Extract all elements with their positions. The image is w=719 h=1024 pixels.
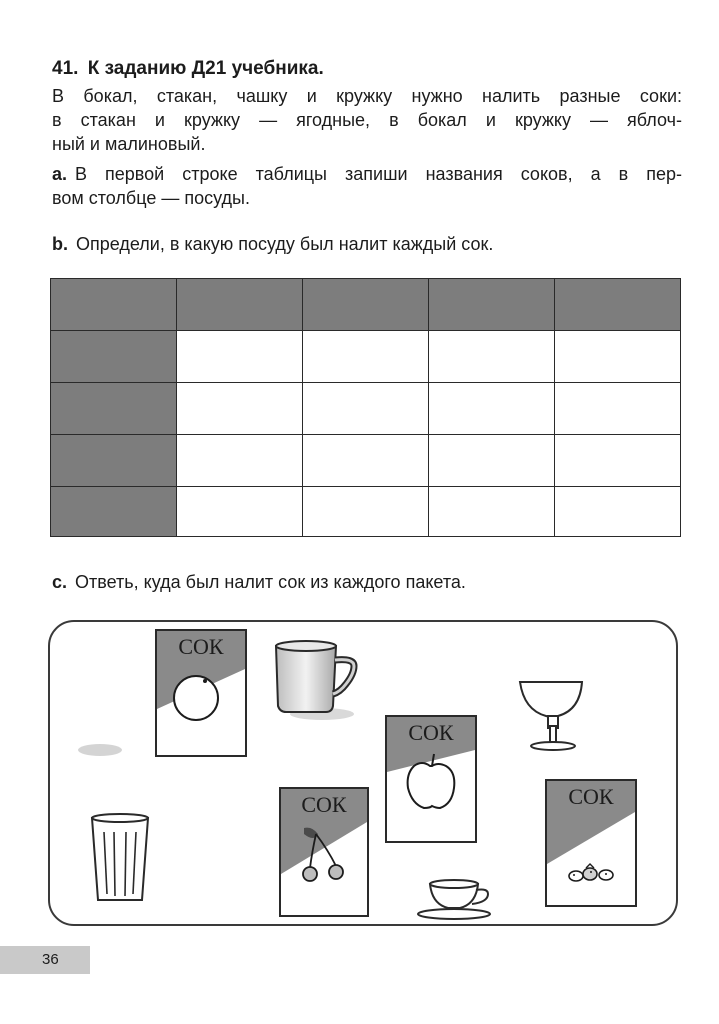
exercise-number: 41. <box>52 58 79 79</box>
answer-cell[interactable] <box>177 487 303 537</box>
task-c-letter: c. <box>52 572 68 592</box>
task-c-text: Ответь, куда был налит сок из каждого пакета. <box>75 572 466 592</box>
answer-cell[interactable] <box>177 383 303 435</box>
juice-box-apple[interactable] <box>386 716 476 842</box>
task-b <box>52 232 682 256</box>
answer-cell[interactable] <box>303 487 429 537</box>
table-header-row <box>51 279 681 331</box>
intro-line: В бокал, стакан, чашку и кружку нужно налить разные соки: <box>52 86 682 106</box>
juice-name-cell[interactable] <box>303 279 429 331</box>
answer-cell[interactable] <box>177 331 303 383</box>
teacup-icon[interactable] <box>418 880 490 919</box>
juice-box-label: СОК <box>568 784 614 809</box>
task-a-line-1 <box>52 162 682 186</box>
juice-box-berries[interactable] <box>546 780 636 906</box>
answer-cell[interactable] <box>303 331 429 383</box>
answer-cell[interactable] <box>429 383 555 435</box>
exercise-intro <box>52 84 682 156</box>
task-c <box>52 570 682 594</box>
task-a-letter: a. <box>52 164 68 184</box>
page-number: 36 <box>0 946 90 974</box>
juice-name-cell[interactable] <box>555 279 681 331</box>
task-a <box>52 162 682 210</box>
dish-name-cell[interactable] <box>51 435 177 487</box>
task-b-line <box>52 232 682 256</box>
table-row <box>51 435 681 487</box>
juice-box-label: СОК <box>301 792 347 817</box>
intro-line: ный и малиновый. <box>52 134 206 154</box>
juice-box-orange[interactable] <box>78 630 246 756</box>
dish-name-cell[interactable] <box>51 383 177 435</box>
intro-line: в стакан и кружку — ягодные, в бокал и кружку — яблоч- <box>52 110 682 130</box>
orange-icon <box>174 676 218 720</box>
table-row <box>51 383 681 435</box>
answer-cell[interactable] <box>429 487 555 537</box>
answer-cell[interactable] <box>429 331 555 383</box>
answer-table <box>50 278 681 537</box>
table-corner-cell <box>51 279 177 331</box>
dish-name-cell[interactable] <box>51 487 177 537</box>
dish-name-cell[interactable] <box>51 331 177 383</box>
task-c-line <box>52 570 682 594</box>
answer-cell[interactable] <box>303 435 429 487</box>
task-b-letter: b. <box>52 234 68 254</box>
answer-cell[interactable] <box>555 435 681 487</box>
answer-cell[interactable] <box>303 383 429 435</box>
juice-name-cell[interactable] <box>177 279 303 331</box>
table-row <box>51 487 681 537</box>
answer-cell[interactable] <box>555 383 681 435</box>
task-a-line-2: вом столбце — посуды. <box>52 188 250 208</box>
illustration-panel <box>48 620 678 926</box>
answer-cell[interactable] <box>177 435 303 487</box>
tumbler-glass-icon[interactable] <box>92 814 148 900</box>
juice-box-label: СОК <box>408 720 454 745</box>
table-row <box>51 331 681 383</box>
illustration <box>50 622 680 928</box>
task-a-text: В первой строке таблицы запиши названия соков, а в пер- <box>75 164 682 184</box>
answer-cell[interactable] <box>555 487 681 537</box>
juice-box-label: СОК <box>178 634 224 659</box>
task-b-text: Определи, в какую посуду был налит каждый сок. <box>76 234 494 254</box>
mug-icon[interactable] <box>276 641 354 720</box>
juice-name-cell[interactable] <box>429 279 555 331</box>
answer-cell[interactable] <box>555 331 681 383</box>
wine-glass-icon[interactable] <box>520 682 582 750</box>
exercise-title: К заданию Д21 учебника. <box>87 58 324 79</box>
answer-cell[interactable] <box>429 435 555 487</box>
exercise-heading <box>52 58 324 80</box>
juice-box-cherry[interactable] <box>280 788 368 916</box>
